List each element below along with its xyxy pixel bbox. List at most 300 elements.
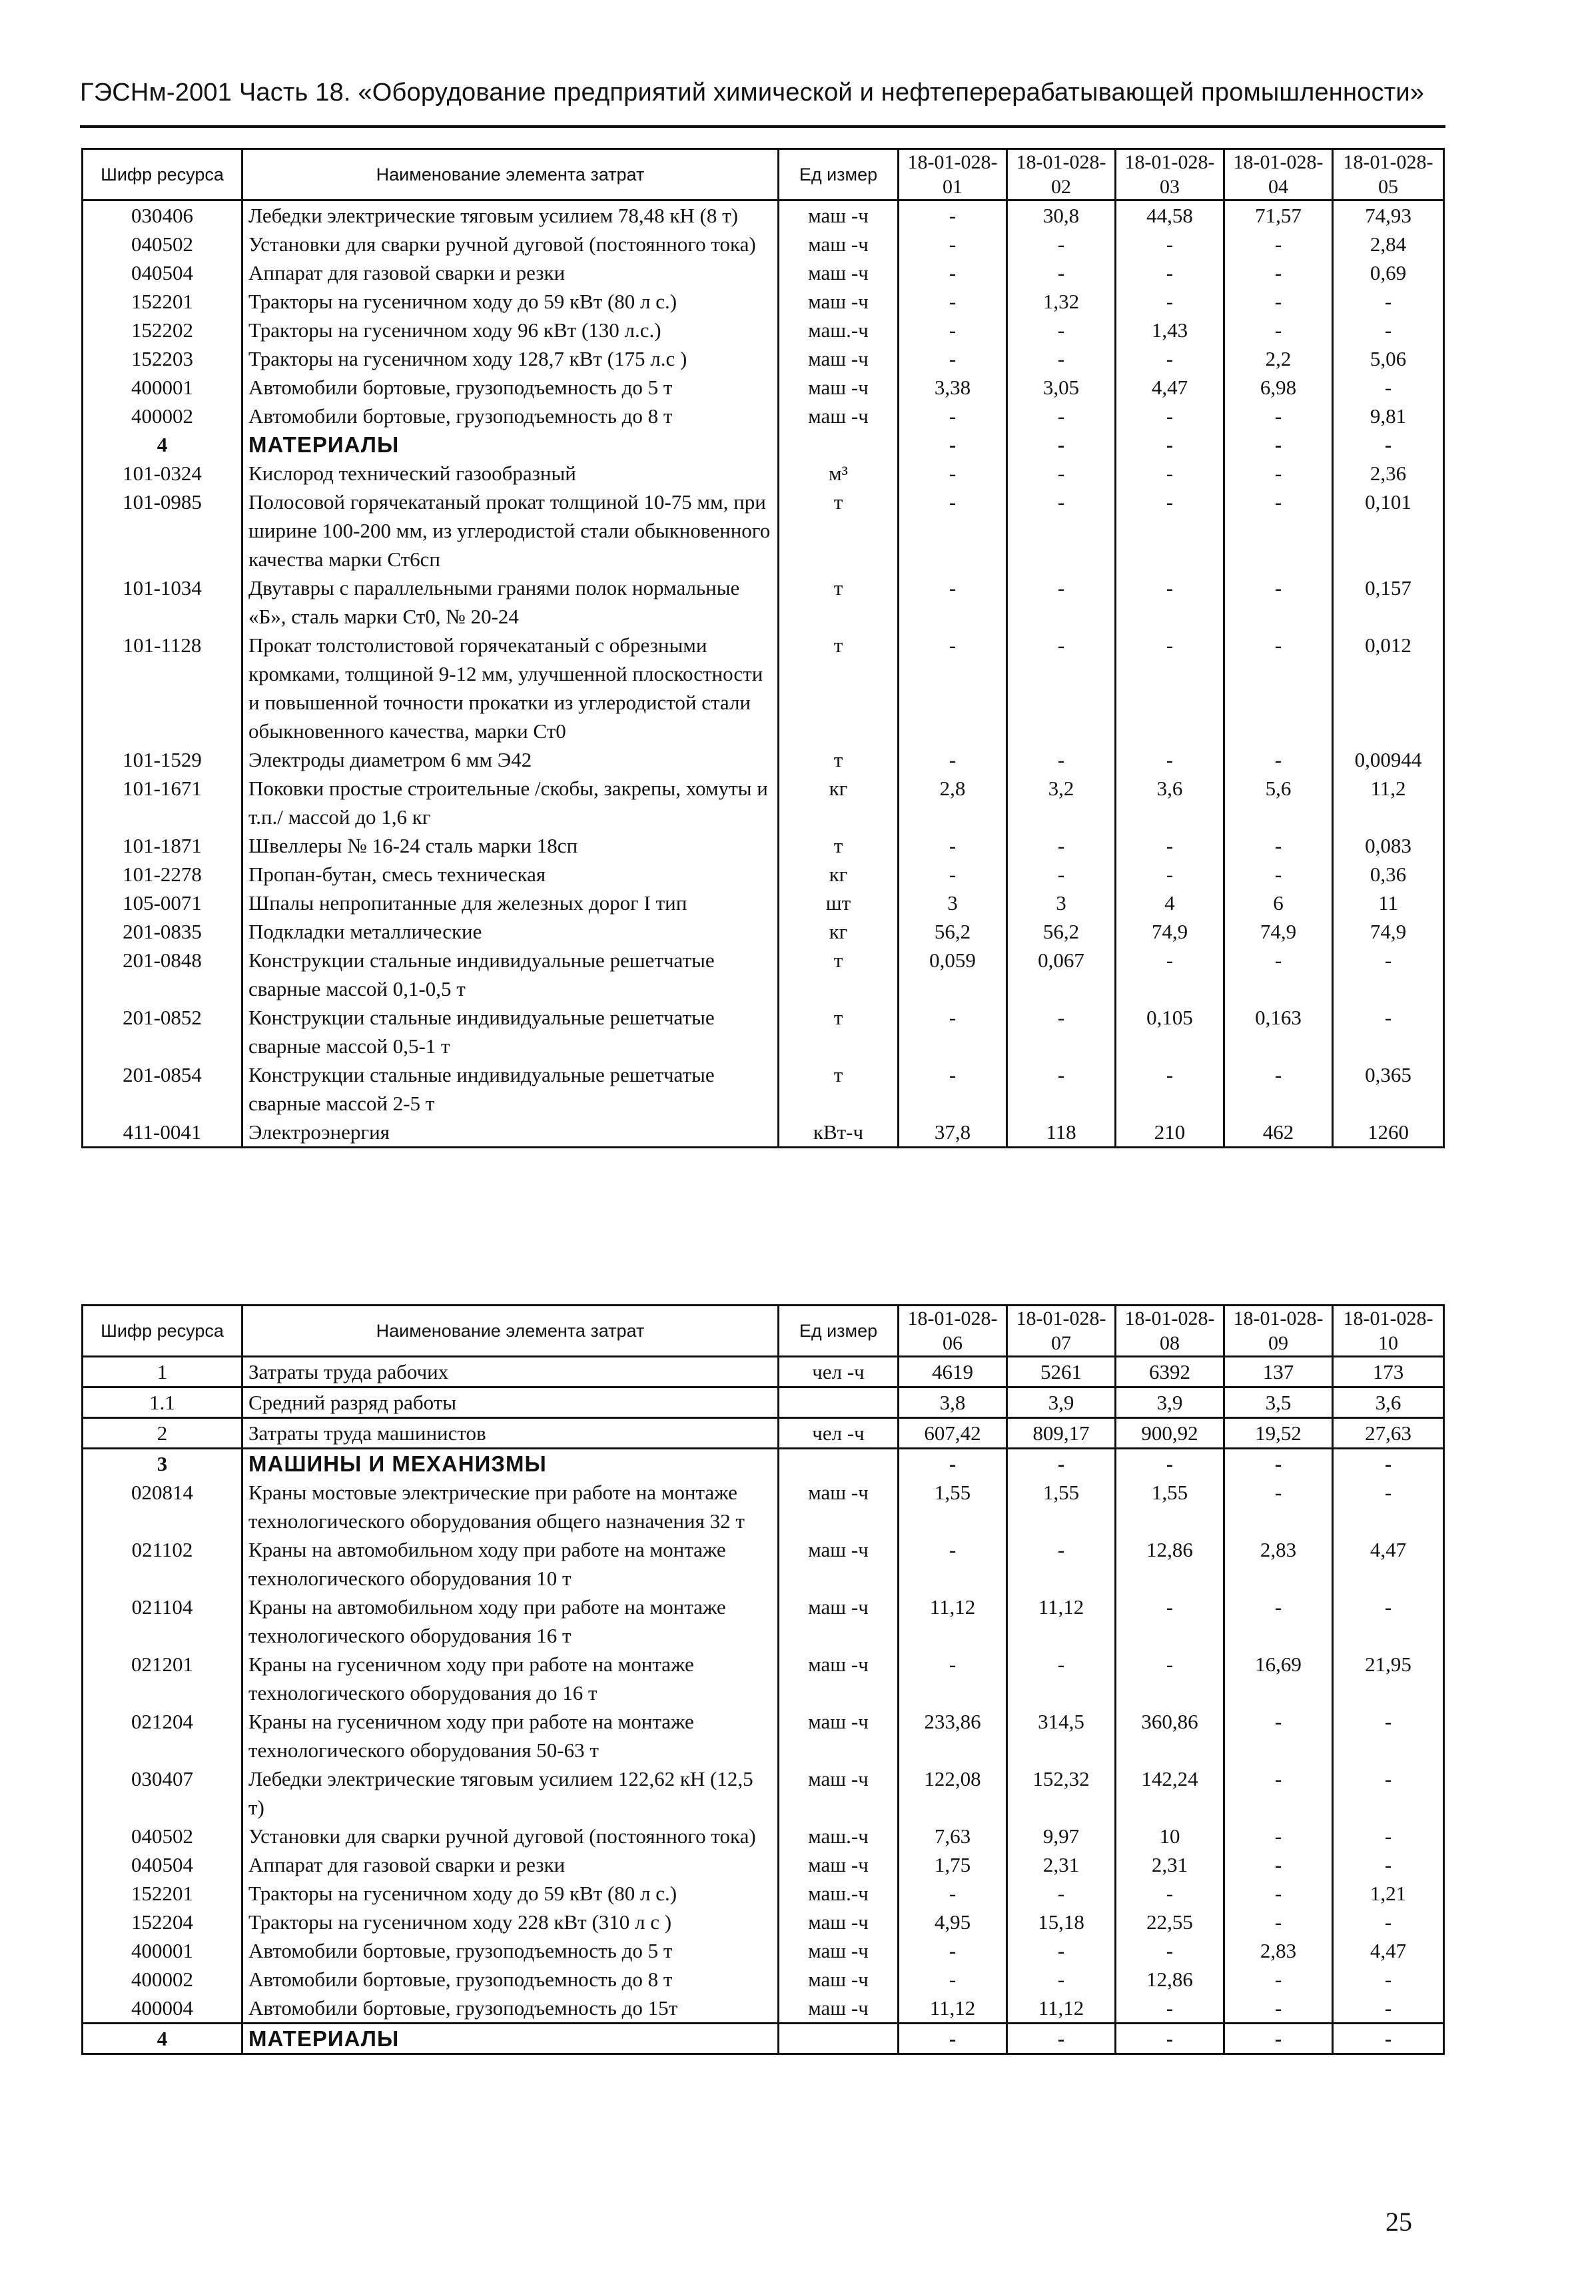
value-cell: 210 <box>1116 1118 1224 1148</box>
resource-name-cell: Краны на автомобильном ходу при работе на монтаже технологического оборудования 10 т <box>242 1535 779 1593</box>
value-cell: - <box>1007 230 1116 258</box>
value-cell: 11,12 <box>1007 1593 1116 1650</box>
resource-name-cell: Затраты труда рабочих <box>242 1357 779 1387</box>
value-cell: - <box>899 860 1007 889</box>
resource-name-cell: Двутавры с параллельными гранями полок нормальные «Б», сталь марки Ст0, № 20-24 <box>242 574 779 631</box>
resource-code-cell: 030407 <box>83 1764 242 1822</box>
table-row <box>83 1650 1444 1707</box>
value-cell: - <box>1007 1965 1116 1994</box>
value-cell: 3,5 <box>1224 1387 1333 1418</box>
resource-name-cell: Тракторы на гусеничном ходу 128,7 кВт (175 л.с ) <box>242 344 779 373</box>
resource-code-cell: 101-1128 <box>83 631 242 745</box>
value-cell: - <box>899 1060 1007 1118</box>
value-cell: - <box>899 258 1007 287</box>
value-cell: 137 <box>1224 1357 1333 1387</box>
value-cell: 0,365 <box>1333 1060 1444 1118</box>
value-cell: - <box>1116 574 1224 631</box>
header-cell-column: 18-01-028-05 <box>1333 149 1444 200</box>
value-cell: - <box>1116 631 1224 745</box>
value-cell: 2,83 <box>1224 1936 1333 1965</box>
table-row <box>83 574 1444 631</box>
resource-code-cell: 030406 <box>83 200 242 230</box>
value-cell: - <box>1007 2024 1116 2054</box>
resource-code-cell: 040504 <box>83 258 242 287</box>
value-cell: - <box>1007 488 1116 574</box>
header-cell-column: 18-01-028-01 <box>899 149 1007 200</box>
value-cell: - <box>899 1879 1007 1908</box>
resource-code-cell: 040502 <box>83 1822 242 1850</box>
unit-cell: маш -ч <box>779 258 899 287</box>
table-row <box>83 1994 1444 2024</box>
value-cell: - <box>1116 459 1224 488</box>
value-cell: 0,163 <box>1224 1003 1333 1060</box>
value-cell: 11 <box>1333 889 1444 917</box>
resource-name-cell: Затраты труда машинистов <box>242 1418 779 1449</box>
unit-cell: чел -ч <box>779 1418 899 1449</box>
value-cell: 3 <box>1007 889 1116 917</box>
value-cell: 118 <box>1007 1118 1116 1148</box>
unit-cell: маш -ч <box>779 1535 899 1593</box>
resource-code-cell: 040504 <box>83 1850 242 1879</box>
value-cell: - <box>899 631 1007 745</box>
value-cell: - <box>899 1003 1007 1060</box>
value-cell: 1,43 <box>1116 316 1224 344</box>
value-cell: - <box>1116 402 1224 430</box>
unit-cell <box>779 1449 899 1479</box>
value-cell: - <box>1007 745 1116 774</box>
value-cell: 2,2 <box>1224 344 1333 373</box>
value-cell: - <box>1007 316 1116 344</box>
resource-code-cell: 4 <box>83 2024 242 2054</box>
unit-cell: маш -ч <box>779 1478 899 1535</box>
value-cell: - <box>1116 946 1224 1003</box>
value-cell: - <box>1224 574 1333 631</box>
value-cell: 122,08 <box>899 1764 1007 1822</box>
resource-code-cell: 101-0985 <box>83 488 242 574</box>
value-cell: - <box>899 2024 1007 2054</box>
value-cell: - <box>1224 1593 1333 1650</box>
resource-name-cell: МАТЕРИАЛЫ <box>242 430 779 459</box>
value-cell: 5,6 <box>1224 774 1333 831</box>
value-cell: - <box>899 344 1007 373</box>
value-cell: - <box>1333 1822 1444 1850</box>
value-cell: 56,2 <box>1007 917 1116 946</box>
unit-cell: маш -ч <box>779 200 899 230</box>
value-cell: - <box>1224 287 1333 316</box>
table-row <box>83 258 1444 287</box>
resource-name-cell: Автомобили бортовые, грузоподъемность до 8 т <box>242 1965 779 1994</box>
resource-code-cell: 400004 <box>83 1994 242 2024</box>
value-cell: 2,83 <box>1224 1535 1333 1593</box>
value-cell: - <box>899 402 1007 430</box>
value-cell: - <box>1333 1994 1444 2024</box>
unit-cell: маш -ч <box>779 1764 899 1822</box>
value-cell: 74,9 <box>1224 917 1333 946</box>
value-cell: - <box>1116 1650 1224 1707</box>
value-cell: - <box>1224 1707 1333 1764</box>
resource-name-cell: Электроды диаметром 6 мм Э42 <box>242 745 779 774</box>
value-cell: 15,18 <box>1007 1908 1116 1936</box>
value-cell: 2,84 <box>1333 230 1444 258</box>
table-header-row <box>83 149 1444 200</box>
value-cell: - <box>1224 946 1333 1003</box>
value-cell: 152,32 <box>1007 1764 1116 1822</box>
value-cell: 22,55 <box>1116 1908 1224 1936</box>
header-cell-column: 18-01-028-06 <box>899 1306 1007 1357</box>
value-cell: - <box>1333 1478 1444 1535</box>
value-cell: 0,36 <box>1333 860 1444 889</box>
table-row <box>83 1118 1444 1148</box>
unit-cell: маш -ч <box>779 1707 899 1764</box>
header-cell-column: 18-01-028-04 <box>1224 149 1333 200</box>
resource-code-cell: 101-0324 <box>83 459 242 488</box>
value-cell: - <box>1224 745 1333 774</box>
header-cell-column: 18-01-028-02 <box>1007 149 1116 200</box>
value-cell: - <box>1007 344 1116 373</box>
value-cell: 11,12 <box>899 1994 1007 2024</box>
value-cell: 1,75 <box>899 1850 1007 1879</box>
section-row <box>83 430 1444 459</box>
resource-code-cell: 152204 <box>83 1908 242 1936</box>
value-cell: - <box>1116 430 1224 459</box>
resource-code-cell: 1 <box>83 1357 242 1387</box>
table-row <box>83 631 1444 745</box>
table-row <box>83 889 1444 917</box>
value-cell: - <box>1333 1003 1444 1060</box>
value-cell: - <box>899 1449 1007 1479</box>
value-cell: 0,101 <box>1333 488 1444 574</box>
unit-cell: маш -ч <box>779 1593 899 1650</box>
unit-cell <box>779 430 899 459</box>
value-cell: 16,69 <box>1224 1650 1333 1707</box>
value-cell: 1,21 <box>1333 1879 1444 1908</box>
value-cell: 360,86 <box>1116 1707 1224 1764</box>
header-cell-column: 18-01-028-07 <box>1007 1306 1116 1357</box>
header-cell-column: 18-01-028-10 <box>1333 1306 1444 1357</box>
value-cell: 11,12 <box>1007 1994 1116 2024</box>
value-cell: 56,2 <box>899 917 1007 946</box>
value-cell: 3 <box>899 889 1007 917</box>
resource-code-cell: 152201 <box>83 1879 242 1908</box>
value-cell: - <box>899 316 1007 344</box>
unit-cell: кВт-ч <box>779 1118 899 1148</box>
resource-code-cell: 101-1671 <box>83 774 242 831</box>
resource-code-cell: 400002 <box>83 1965 242 1994</box>
value-cell: 4,47 <box>1333 1535 1444 1593</box>
value-cell: - <box>1224 1822 1333 1850</box>
table-body <box>83 200 1444 1148</box>
value-cell: - <box>1224 1060 1333 1118</box>
value-cell: - <box>899 745 1007 774</box>
resource-name-cell: Установки для сварки ручной дуговой (постоянного тока) <box>242 230 779 258</box>
value-cell: - <box>1224 1449 1333 1479</box>
resource-name-cell: Тракторы на гусеничном ходу 96 кВт (130 л.с.) <box>242 316 779 344</box>
unit-cell: маш -ч <box>779 344 899 373</box>
table-row <box>83 230 1444 258</box>
value-cell: 4 <box>1116 889 1224 917</box>
value-cell: - <box>1007 1060 1116 1118</box>
value-cell: - <box>1333 1908 1444 1936</box>
unit-cell: т <box>779 574 899 631</box>
value-cell: - <box>1007 402 1116 430</box>
value-cell: - <box>1224 1478 1333 1535</box>
table-row <box>83 402 1444 430</box>
resource-name-cell: Автомобили бортовые, грузоподъемность до 15т <box>242 1994 779 2024</box>
value-cell: - <box>899 230 1007 258</box>
unit-cell: м³ <box>779 459 899 488</box>
unit-cell: маш -ч <box>779 1994 899 2024</box>
value-cell: - <box>1007 1535 1116 1593</box>
resource-code-cell: 152202 <box>83 316 242 344</box>
value-cell: 12,86 <box>1116 1965 1224 1994</box>
resource-code-cell: 411-0041 <box>83 1118 242 1148</box>
unit-cell: кг <box>779 774 899 831</box>
value-cell: - <box>1224 230 1333 258</box>
unit-cell: чел -ч <box>779 1357 899 1387</box>
value-cell: - <box>899 430 1007 459</box>
value-cell: - <box>1007 831 1116 860</box>
resource-code-cell: 101-2278 <box>83 860 242 889</box>
header-cell-unit: Ед измер <box>779 149 899 200</box>
unit-cell: кг <box>779 860 899 889</box>
value-cell: - <box>1116 230 1224 258</box>
unit-cell: т <box>779 1003 899 1060</box>
value-cell: 2,31 <box>1007 1850 1116 1879</box>
value-cell: - <box>1333 2024 1444 2054</box>
resource-code-cell: 1.1 <box>83 1387 242 1418</box>
value-cell: 6 <box>1224 889 1333 917</box>
value-cell: 0,083 <box>1333 831 1444 860</box>
unit-cell <box>779 1387 899 1418</box>
table-row <box>83 200 1444 230</box>
table-row <box>83 946 1444 1003</box>
value-cell: - <box>1224 1965 1333 1994</box>
value-cell: - <box>1007 1449 1116 1479</box>
value-cell: 21,95 <box>1333 1650 1444 1707</box>
value-cell: - <box>1333 1449 1444 1479</box>
value-cell: - <box>1224 459 1333 488</box>
unit-cell: маш -ч <box>779 1936 899 1965</box>
resource-name-cell: Автомобили бортовые, грузоподъемность до 5 т <box>242 373 779 402</box>
resource-name-cell: МАТЕРИАЛЫ <box>242 2024 779 2054</box>
resource-name-cell: Лебедки электрические тяговым усилием 122,62 кН (12,5 т) <box>242 1764 779 1822</box>
value-cell: - <box>899 459 1007 488</box>
value-cell: 1,55 <box>1116 1478 1224 1535</box>
unit-cell: т <box>779 745 899 774</box>
value-cell: 3,38 <box>899 373 1007 402</box>
resource-code-cell: 201-0854 <box>83 1060 242 1118</box>
resource-code-cell: 101-1034 <box>83 574 242 631</box>
value-cell: - <box>1224 1994 1333 2024</box>
resource-code-cell: 201-0848 <box>83 946 242 1003</box>
value-cell: - <box>899 287 1007 316</box>
header-divider <box>80 125 1445 128</box>
value-cell: 3,9 <box>1007 1387 1116 1418</box>
value-cell: 3,2 <box>1007 774 1116 831</box>
value-cell: - <box>1116 344 1224 373</box>
table-row <box>83 1764 1444 1822</box>
value-cell: 12,86 <box>1116 1535 1224 1593</box>
table-row <box>83 1387 1444 1418</box>
resource-code-cell: 201-0852 <box>83 1003 242 1060</box>
unit-cell: т <box>779 946 899 1003</box>
resource-name-cell: Краны на гусеничном ходу при работе на монтаже технологического оборудования до 16 т <box>242 1650 779 1707</box>
resource-name-cell: Шпалы непропитанные для железных дорог I тип <box>242 889 779 917</box>
value-cell: - <box>1007 631 1116 745</box>
table-row <box>83 1060 1444 1118</box>
value-cell: 809,17 <box>1007 1418 1116 1449</box>
value-cell: - <box>1224 2024 1333 2054</box>
resource-name-cell: МАШИНЫ И МЕХАНИЗМЫ <box>242 1449 779 1479</box>
header-cell-column: 18-01-028-09 <box>1224 1306 1333 1357</box>
resource-code-cell: 201-0835 <box>83 917 242 946</box>
resource-name-cell: Краны на автомобильном ходу при работе на монтаже технологического оборудования 16 т <box>242 1593 779 1650</box>
value-cell: 0,105 <box>1116 1003 1224 1060</box>
resource-code-cell: 021204 <box>83 1707 242 1764</box>
table-row <box>83 1357 1444 1387</box>
resource-name-cell: Кислород технический газообразный <box>242 459 779 488</box>
unit-cell: маш -ч <box>779 373 899 402</box>
value-cell: 5,06 <box>1333 344 1444 373</box>
header-cell-code: Шифр ресурса <box>83 149 242 200</box>
unit-cell: маш.-ч <box>779 1822 899 1850</box>
value-cell: 11,2 <box>1333 774 1444 831</box>
table-row <box>83 1418 1444 1449</box>
unit-cell: маш -ч <box>779 230 899 258</box>
resource-name-cell: Аппарат для газовой сварки и резки <box>242 1850 779 1879</box>
table-row <box>83 1593 1444 1650</box>
table-row <box>83 1535 1444 1593</box>
resource-name-cell: Аппарат для газовой сварки и резки <box>242 258 779 287</box>
value-cell: 10 <box>1116 1822 1224 1850</box>
table-row <box>83 774 1444 831</box>
value-cell: 0,012 <box>1333 631 1444 745</box>
table-row <box>83 860 1444 889</box>
value-cell: 6392 <box>1116 1357 1224 1387</box>
value-cell: - <box>1224 316 1333 344</box>
value-cell: - <box>1116 745 1224 774</box>
resource-code-cell: 020814 <box>83 1478 242 1535</box>
value-cell: - <box>1333 1965 1444 1994</box>
value-cell: - <box>1116 1060 1224 1118</box>
resource-code-cell: 152203 <box>83 344 242 373</box>
table-row <box>83 1478 1444 1535</box>
value-cell: 6,98 <box>1224 373 1333 402</box>
resource-code-cell: 021201 <box>83 1650 242 1707</box>
header-cell-unit: Ед измер <box>779 1306 899 1357</box>
value-cell: - <box>1224 430 1333 459</box>
value-cell: 900,92 <box>1116 1418 1224 1449</box>
value-cell: - <box>1116 287 1224 316</box>
resource-name-cell: Тракторы на гусеничном ходу до 59 кВт (80 л с.) <box>242 1879 779 1908</box>
page-header-title: ГЭСНм-2001 Часть 18. «Оборудование предприятий химической и нефтеперерабатывающей промышленности» <box>80 79 1425 107</box>
value-cell: 11,12 <box>899 1593 1007 1650</box>
value-cell: - <box>1224 860 1333 889</box>
resource-code-cell: 105-0071 <box>83 889 242 917</box>
value-cell: - <box>1007 1003 1116 1060</box>
resource-name-cell: Пропан-бутан, смесь техническая <box>242 860 779 889</box>
value-cell: 74,9 <box>1333 917 1444 946</box>
section-row <box>83 1449 1444 1479</box>
resource-name-cell: Швеллеры № 16-24 сталь марки 18сп <box>242 831 779 860</box>
resource-code-cell: 021104 <box>83 1593 242 1650</box>
value-cell: 3,05 <box>1007 373 1116 402</box>
table-row <box>83 1822 1444 1850</box>
header-cell-code: Шифр ресурса <box>83 1306 242 1357</box>
value-cell: - <box>1333 430 1444 459</box>
table-row <box>83 831 1444 860</box>
resource-name-cell: Поковки простые строительные /скобы, закрепы, хомуты и т.п./ массой до 1,6 кг <box>242 774 779 831</box>
value-cell: - <box>1333 946 1444 1003</box>
table-row <box>83 1850 1444 1879</box>
value-cell: 233,86 <box>899 1707 1007 1764</box>
page-number: 25 <box>1386 2207 1412 2237</box>
table-body <box>83 1357 1444 2054</box>
value-cell: - <box>1224 258 1333 287</box>
value-cell: 9,81 <box>1333 402 1444 430</box>
value-cell: 3,9 <box>1116 1387 1224 1418</box>
unit-cell: маш.-ч <box>779 1879 899 1908</box>
value-cell: - <box>1116 1936 1224 1965</box>
resource-code-cell: 400002 <box>83 402 242 430</box>
value-cell: - <box>899 200 1007 230</box>
resource-code-cell: 152201 <box>83 287 242 316</box>
value-cell: 1260 <box>1333 1118 1444 1148</box>
resource-name-cell: Установки для сварки ручной дуговой (постоянного тока) <box>242 1822 779 1850</box>
value-cell: - <box>1007 1936 1116 1965</box>
value-cell: 0,059 <box>899 946 1007 1003</box>
resource-name-cell: Средний разряд работы <box>242 1387 779 1418</box>
unit-cell: маш -ч <box>779 1908 899 1936</box>
unit-cell: т <box>779 488 899 574</box>
resource-name-cell: Конструкции стальные индивидуальные решетчатые сварные массой 0,1-0,5 т <box>242 946 779 1003</box>
value-cell: 4,47 <box>1116 373 1224 402</box>
unit-cell: т <box>779 831 899 860</box>
value-cell: 19,52 <box>1224 1418 1333 1449</box>
resource-name-cell: Краны на гусеничном ходу при работе на монтаже технологического оборудования 50-63 т <box>242 1707 779 1764</box>
value-cell: 142,24 <box>1116 1764 1224 1822</box>
table-row <box>83 1908 1444 1936</box>
table-row <box>83 287 1444 316</box>
value-cell: - <box>1007 574 1116 631</box>
value-cell: 0,067 <box>1007 946 1116 1003</box>
table-header-row <box>83 1306 1444 1357</box>
value-cell: 1,55 <box>1007 1478 1116 1535</box>
value-cell: 37,8 <box>899 1118 1007 1148</box>
value-cell: - <box>1224 631 1333 745</box>
value-cell: - <box>1333 287 1444 316</box>
resource-table-2 <box>81 1304 1445 2055</box>
value-cell: - <box>1116 258 1224 287</box>
unit-cell: маш -ч <box>779 1850 899 1879</box>
resource-code-cell: 101-1871 <box>83 831 242 860</box>
section-row <box>83 2024 1444 2054</box>
resource-name-cell: Автомобили бортовые, грузоподъемность до 8 т <box>242 402 779 430</box>
unit-cell: кг <box>779 917 899 946</box>
value-cell: - <box>1224 1908 1333 1936</box>
unit-cell <box>779 2024 899 2054</box>
value-cell: - <box>1333 1707 1444 1764</box>
value-cell: 314,5 <box>1007 1707 1116 1764</box>
value-cell: 0,00944 <box>1333 745 1444 774</box>
value-cell: 71,57 <box>1224 200 1333 230</box>
value-cell: 4,47 <box>1333 1936 1444 1965</box>
resource-name-cell: Краны мостовые электрические при работе на монтаже технологического оборудования общего назначения 32 т <box>242 1478 779 1535</box>
value-cell: - <box>1007 258 1116 287</box>
resource-code-cell: 400001 <box>83 373 242 402</box>
unit-cell: маш -ч <box>779 287 899 316</box>
header-cell-column: 18-01-028-03 <box>1116 149 1224 200</box>
